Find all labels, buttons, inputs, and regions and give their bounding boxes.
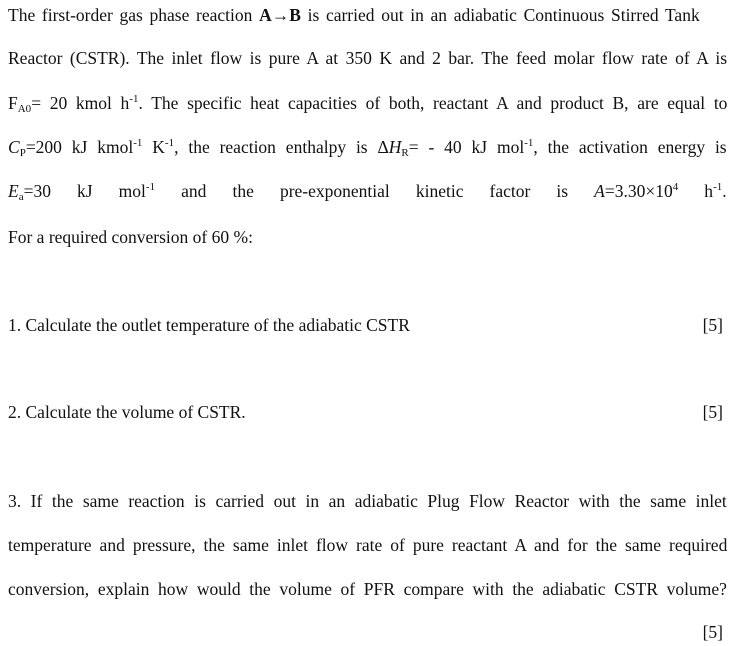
conversion-requirement: For a required conversion of 60 %: <box>8 227 253 247</box>
question-3-line-1: 3. If the same reaction is carried out in an adiabatic Plug Flow Reactor with the same inlet <box>8 491 727 511</box>
feed-flow-value: = 20 kmol h <box>31 93 130 113</box>
activation-energy-label: , the activation energy is <box>533 137 727 157</box>
pre-exponential-power: 4 <box>672 181 679 193</box>
pre-exponential-value: =3.30×10 <box>604 181 673 201</box>
heat-capacity-unit-k: K <box>142 137 165 157</box>
feed-flow-symbol: F <box>8 93 18 113</box>
heat-capacity-symbol: C <box>8 137 20 157</box>
intro-line-1-part-a: The first-order gas phase reaction <box>8 5 253 25</box>
intro-line-5 <box>8 180 727 202</box>
enthalpy-label: , the reaction enthalpy is Δ <box>174 137 389 157</box>
activation-energy-value: =30 kJ mol <box>23 181 146 201</box>
intro-line-3-tail: . The specific heat capacities of both, reactant A and product B, are equal to <box>138 93 728 113</box>
question-3-marks: [5] <box>702 622 723 642</box>
activation-energy-subscript: a <box>18 191 24 203</box>
activation-energy-symbol: E <box>8 181 19 201</box>
intro-line-1-part-b: is carried out in an adiabatic Continuous Stirred Tank <box>307 5 700 25</box>
question-3-line-3: conversion, explain how would the volume of PFR compare with the adiabatic CSTR volume? <box>8 579 727 599</box>
intro-line-2: Reactor (CSTR). The inlet flow is pure A at 350 K and 2 bar. The feed molar flow rate of A is <box>8 48 728 68</box>
pre-exponential-unit-exponent: -1 <box>713 181 723 193</box>
pre-exponential-label: and the pre-exponential kinetic factor is <box>155 181 595 201</box>
enthalpy-value: = - 40 kJ mol <box>408 137 525 157</box>
activation-energy-exponent: -1 <box>145 181 156 193</box>
intro-line-4 <box>8 136 727 158</box>
question-3-line-2: temperature and pressure, the same inlet flow rate of pure reactant A and for the same required <box>8 535 728 555</box>
heat-capacity-subscript: P <box>19 147 26 159</box>
question-2-text: 2. Calculate the volume of CSTR. <box>8 402 246 422</box>
heat-capacity-exp-1: -1 <box>133 137 143 149</box>
intro-line-1 <box>8 4 700 26</box>
intro-line-5-period: . <box>722 181 727 201</box>
heat-capacity-value: =200 kJ kmol <box>25 137 134 157</box>
enthalpy-subscript: R <box>401 147 409 159</box>
question-1-text: 1. Calculate the outlet temperature of the adiabatic CSTR <box>8 315 410 335</box>
question-1-marks: [5] <box>702 315 723 335</box>
feed-flow-subscript: A0 <box>17 103 32 115</box>
intro-line-3 <box>8 92 727 114</box>
pre-exponential-symbol: A <box>594 181 605 201</box>
pre-exponential-unit: h <box>678 181 714 201</box>
enthalpy-exponent: -1 <box>524 137 534 149</box>
reaction-equation: A→B <box>259 5 301 25</box>
heat-capacity-exp-2: -1 <box>164 137 175 149</box>
enthalpy-symbol: H <box>388 137 402 157</box>
feed-flow-exponent: -1 <box>129 93 139 105</box>
question-2-marks: [5] <box>702 402 723 422</box>
